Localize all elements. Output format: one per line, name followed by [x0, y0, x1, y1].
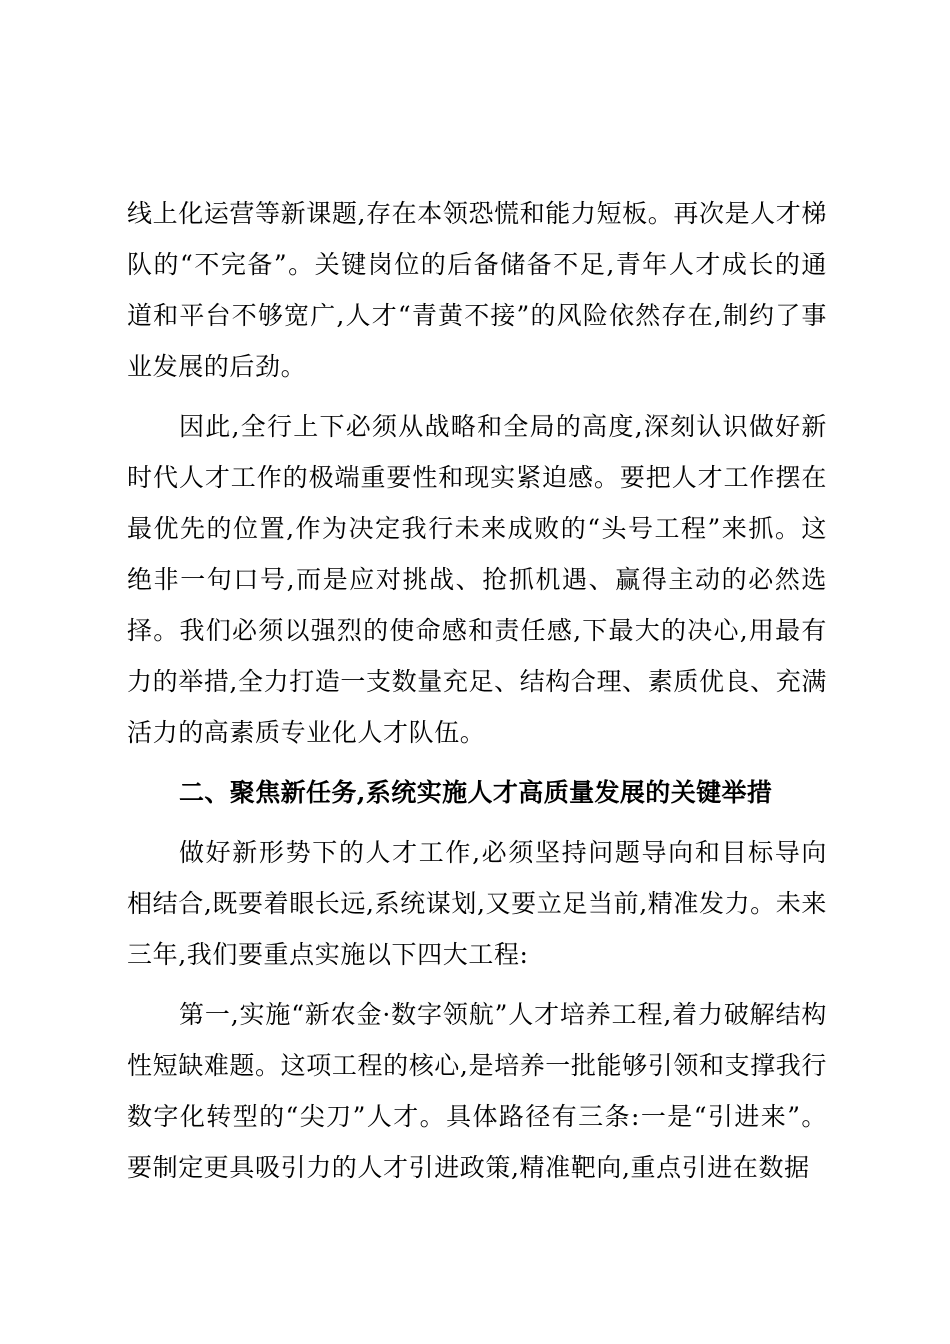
document-body: [127, 188, 827, 1202]
paragraph-digital-talent-project: 第一,实施“新农金·数字领航”人才培养工程,着力破解结构性短缺难题。这项工程的核心,是培养一批能够引领和支撑我行数字化转型的“尖刀”人才。具体路径有三条:一是“引进来”。要制定更具吸引力的人才引进政策,精准靶向,重点引进在数据: [127, 1000, 827, 1182]
paragraph-four-projects: 做好新形势下的人才工作,必须坚持问题导向和目标导向相结合,既要着眼长远,系统谋划,又要立足当前,精准发力。未来三年,我们要重点实施以下四大工程:: [127, 838, 827, 969]
paragraph-strategic-priority: 因此,全行上下必须从战略和全局的高度,深刻认识做好新时代人才工作的极端重要性和现实紧迫感。要把人才工作摆在最优先的位置,作为决定我行未来成败的“头号工程”来抓。这绝非一句口号,而是应对挑战、抢抓机遇、赢得主动的必然选择。我们必须以强烈的使命感和责任感,下最大的决心,用最有力的举措,全力打造一支数量充足、结构合理、素质优良、充满活力的高素质专业化人才队伍。: [127, 412, 827, 747]
section-heading: 二、聚焦新任务,系统实施人才高质量发展的关键举措: [179, 778, 773, 807]
paragraph-talent-gaps: 线上化运营等新课题,存在本领恐慌和能力短板。再次是人才梯队的“不完备”。关键岗位的后备储备不足,青年人才成长的通道和平台不够宽广,人才“青黄不接”的风险依然存在,制约了事业发展的后劲。: [127, 199, 827, 381]
